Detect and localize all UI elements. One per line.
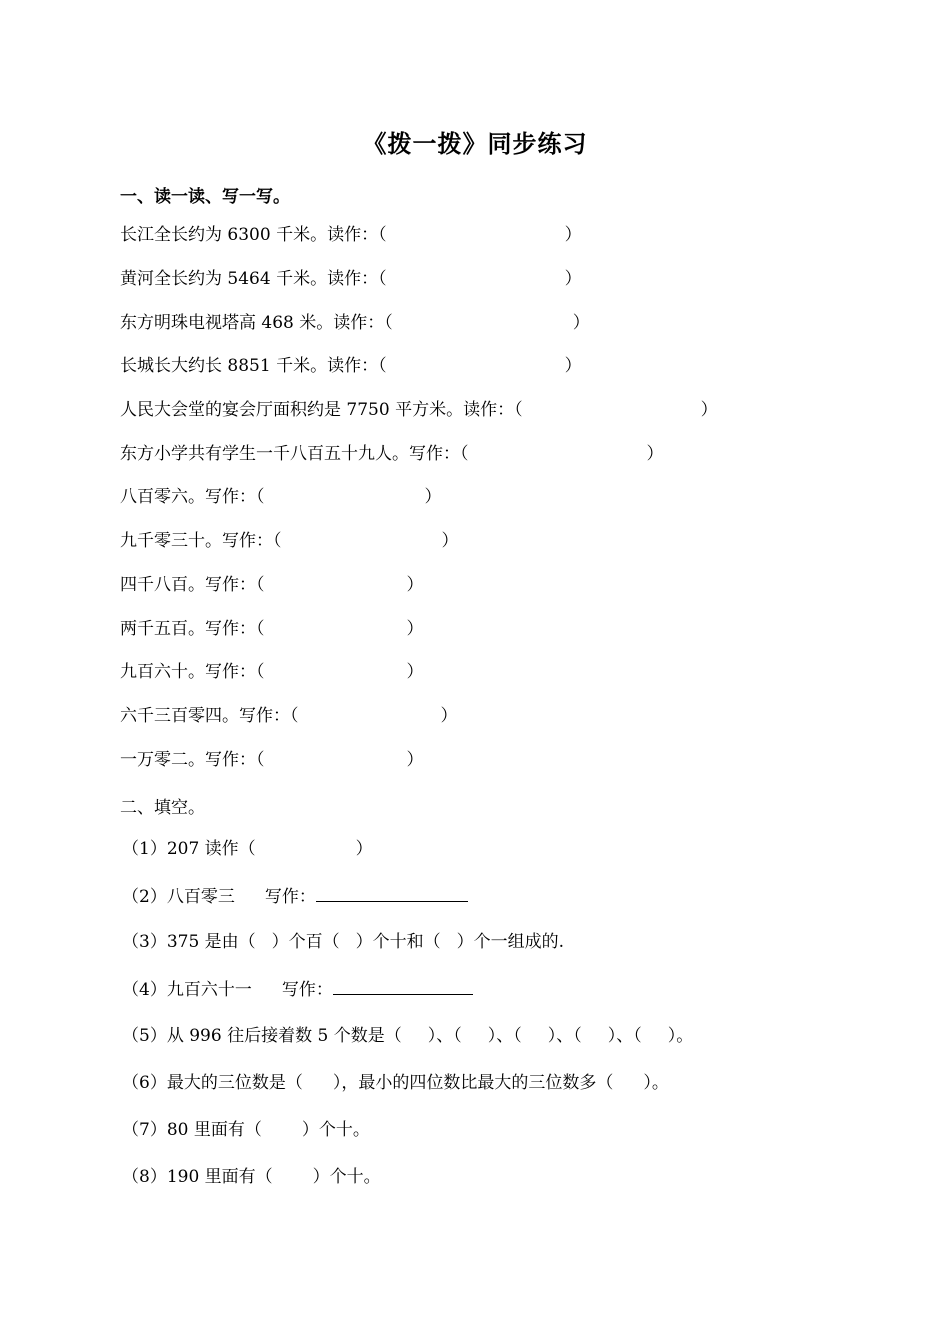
read-write-item: 九千零三十。写作：（ ） <box>120 531 459 551</box>
fill-blank-item: （7）80 里面有（ ）个十。 <box>122 1120 370 1140</box>
fill-blank-item: （8）190 里面有（ ）个十。 <box>122 1167 381 1187</box>
read-write-item: 东方明珠电视塔高 468 米。读作：（ ） <box>120 313 590 333</box>
read-write-item: 六千三百零四。写作：（ ） <box>120 706 458 726</box>
fill-blank-item: （1）207 读作（ ） <box>122 839 373 859</box>
read-write-item: 八百零六。写作：（ ） <box>120 487 442 507</box>
fill-blank-item: （2）八百零三 写作： <box>122 885 468 908</box>
read-write-item: 长江全长约为 6300 千米。读作：（ ） <box>120 225 582 245</box>
read-write-item: 九百六十。写作：（ ） <box>120 662 424 682</box>
fill-blank-item: （5）从 996 往后接着数 5 个数是（ ）、（ ）、（ ）、（ ）、（ ）。 <box>122 1026 694 1046</box>
read-write-item: 人民大会堂的宴会厅面积约是 7750 平方米。读作：（ ） <box>120 400 718 420</box>
read-write-item: 两千五百。写作：（ ） <box>120 619 424 639</box>
section-2-heading: 二、填空。 <box>120 798 205 818</box>
page-title: 《拨一拨》同步练习 <box>362 129 588 158</box>
read-write-item: 东方小学共有学生一千八百五十九人。写作：（ ） <box>120 444 664 464</box>
read-write-item: 四千八百。写作：（ ） <box>120 575 424 595</box>
read-write-item: 一万零二。写作：（ ） <box>120 750 424 770</box>
fill-blank-item: （6）最大的三位数是（ ），最小的四位数比最大的三位数多（ ）。 <box>122 1073 669 1093</box>
answer-underline[interactable] <box>333 978 473 995</box>
section-1-heading: 一、读一读、写一写。 <box>120 187 290 207</box>
read-write-item: 黄河全长约为 5464 千米。读作：（ ） <box>120 269 582 289</box>
fill-blank-item: （4）九百六十一 写作： <box>122 978 473 1001</box>
answer-underline[interactable] <box>316 885 468 902</box>
read-write-item: 长城长大约长 8851 千米。读作：（ ） <box>120 356 582 376</box>
fill-blank-item: （3）375 是由（ ）个百（ ）个十和（ ）个一组成的. <box>122 932 565 952</box>
